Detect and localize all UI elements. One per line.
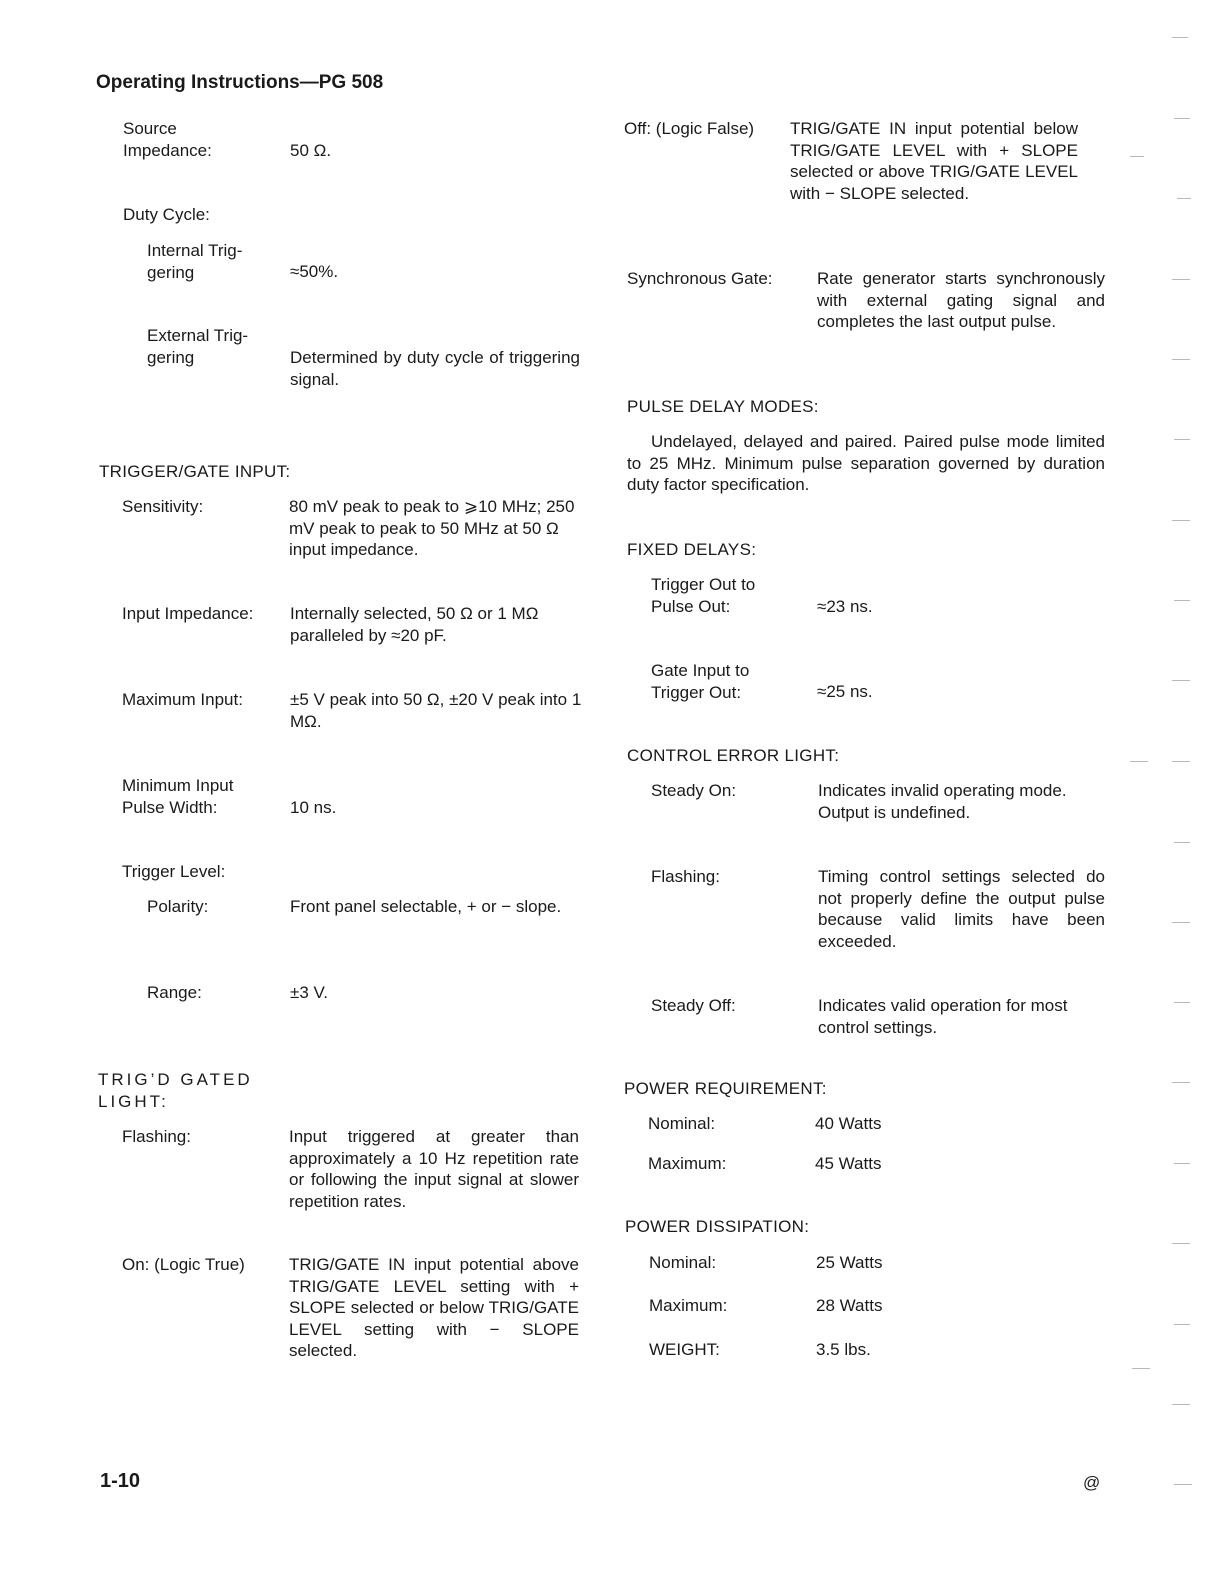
scan-mark (1172, 1243, 1190, 1244)
maximum-input-label: Maximum Input: (122, 690, 243, 709)
power-req-nominal-value: 40 Watts (815, 1114, 882, 1133)
power-req-nominal-label: Nominal: (648, 1114, 716, 1133)
external-triggering-value: Determined by duty cycle of triggering signal. (290, 348, 580, 389)
scan-mark (1172, 359, 1190, 360)
fixed-delays-heading: FIXED DELAYS: (627, 540, 757, 559)
range-label: Range: (147, 983, 202, 1002)
pulse-delay-modes-text: Undelayed, delayed and paired. Paired pulse mode limited to 25 MHz. Minimum pulse separation governed by duration duty factor specification. (627, 432, 1105, 494)
gate-input-value: ≈25 ns. (817, 682, 873, 701)
scan-mark (1132, 1368, 1150, 1369)
internal-triggering-value: ≈50%. (290, 262, 339, 281)
trigger-out-value: ≈23 ns. (817, 597, 873, 616)
logic-true-label: On: (Logic True) (122, 1255, 245, 1274)
trigd-flashing-value: Input triggered at greater than approximately a 10 Hz repetition rate or following the input signal at slower repetition rates. (289, 1127, 579, 1211)
scan-mark (1172, 279, 1190, 280)
scan-mark (1177, 198, 1191, 199)
min-pulse-width-value: 10 ns. (290, 798, 337, 817)
scan-mark (1172, 520, 1190, 521)
pulse-delay-modes-heading: PULSE DELAY MODES: (627, 397, 819, 416)
scan-mark (1172, 1082, 1190, 1083)
page-title: Operating Instructions—PG 508 (96, 72, 384, 93)
scan-mark (1174, 1324, 1190, 1325)
scan-mark (1172, 37, 1188, 38)
trigd-flashing-label: Flashing: (122, 1127, 191, 1146)
trigger-gate-input-heading: TRIGGER/GATE INPUT: (99, 462, 291, 481)
weight-value: 3.5 lbs. (816, 1340, 871, 1359)
synchronous-gate-label: Synchronous Gate: (627, 269, 773, 288)
logic-false-value: TRIG/GATE IN input potential below TRIG/GATE LEVEL with + SLOPE selected or above TRIG/GATE LEVEL with − SLOPE selected. (790, 119, 1078, 203)
scan-mark (1174, 600, 1190, 601)
trigd-gated-light-heading: TRIG’D GATED LIGHT: (98, 1070, 253, 1111)
polarity-value: Front panel selectable, + or − slope. (290, 897, 562, 916)
power-req-maximum-label: Maximum: (648, 1154, 727, 1173)
steady-off-label: Steady Off: (651, 996, 736, 1015)
logic-false-label: Off: (Logic False) (624, 119, 755, 138)
external-triggering-label: External Trig- gering (147, 326, 249, 367)
scan-mark (1174, 842, 1190, 843)
trigger-out-label: Trigger Out to Pulse Out: (651, 575, 756, 616)
internal-triggering-label: Internal Trig- gering (147, 241, 243, 282)
source-impedance-value: 50 Ω. (290, 141, 332, 160)
logic-true-value: TRIG/GATE IN input potential above TRIG/GATE LEVEL setting with + SLOPE selected or below TRIG/GATE LEVEL setting with − SLOPE selected. (289, 1255, 579, 1360)
footer-mark: @ (1083, 1473, 1101, 1492)
scan-mark (1174, 1163, 1190, 1164)
scan-mark (1130, 761, 1148, 762)
power-req-maximum-value: 45 Watts (815, 1154, 882, 1173)
steady-off-value: Indicates valid operation for most control settings. (818, 996, 1068, 1037)
sensitivity-label: Sensitivity: (122, 497, 204, 516)
gate-input-label: Gate Input to Trigger Out: (651, 661, 750, 702)
trigger-level-label: Trigger Level: (122, 862, 226, 881)
power-diss-nominal-label: Nominal: (649, 1253, 717, 1272)
scan-mark (1172, 1404, 1190, 1405)
error-flashing-value: Timing control settings selected do not properly define the output pulse because valid limits have been exceeded. (818, 867, 1105, 951)
steady-on-label: Steady On: (651, 781, 737, 800)
power-diss-nominal-value: 25 Watts (816, 1253, 883, 1272)
scan-mark (1172, 761, 1190, 762)
power-diss-maximum-label: Maximum: (649, 1296, 728, 1315)
scan-mark (1174, 1484, 1192, 1485)
maximum-input-value: ±5 V peak into 50 Ω, ±20 V peak into 1 MΩ. (290, 690, 582, 731)
power-requirement-heading: POWER REQUIREMENT: (624, 1079, 827, 1098)
scan-mark (1174, 1002, 1190, 1003)
min-pulse-width-label: Minimum Input Pulse Width: (122, 776, 234, 817)
steady-on-value: Indicates invalid operating mode. Output is undefined. (818, 781, 1067, 822)
source-impedance-label: Source Impedance: (123, 119, 212, 160)
input-impedance-label: Input Impedance: (122, 604, 254, 623)
error-flashing-label: Flashing: (651, 867, 720, 886)
scan-mark (1172, 680, 1190, 681)
power-diss-maximum-value: 28 Watts (816, 1296, 883, 1315)
duty-cycle-label: Duty Cycle: (123, 205, 210, 224)
scan-mark (1130, 156, 1144, 157)
synchronous-gate-value: Rate generator starts synchronously with external gating signal and completes the last output pulse. (817, 269, 1105, 331)
weight-label: WEIGHT: (649, 1340, 720, 1359)
page-number: 1-10 (100, 1470, 141, 1492)
power-dissipation-heading: POWER DISSIPATION: (625, 1217, 810, 1236)
range-value: ±3 V. (290, 983, 329, 1002)
sensitivity-value: 80 mV peak to peak to ⩾10 MHz; 250 mV peak to peak to 50 MHz at 50 Ω input impedance. (289, 497, 575, 559)
polarity-label: Polarity: (147, 897, 209, 916)
scan-mark (1174, 439, 1190, 440)
input-impedance-value: Internally selected, 50 Ω or 1 MΩ paralleled by ≈20 pF. (290, 604, 539, 645)
scan-mark (1172, 922, 1190, 923)
scan-mark (1174, 118, 1190, 119)
control-error-light-heading: CONTROL ERROR LIGHT: (627, 746, 840, 765)
